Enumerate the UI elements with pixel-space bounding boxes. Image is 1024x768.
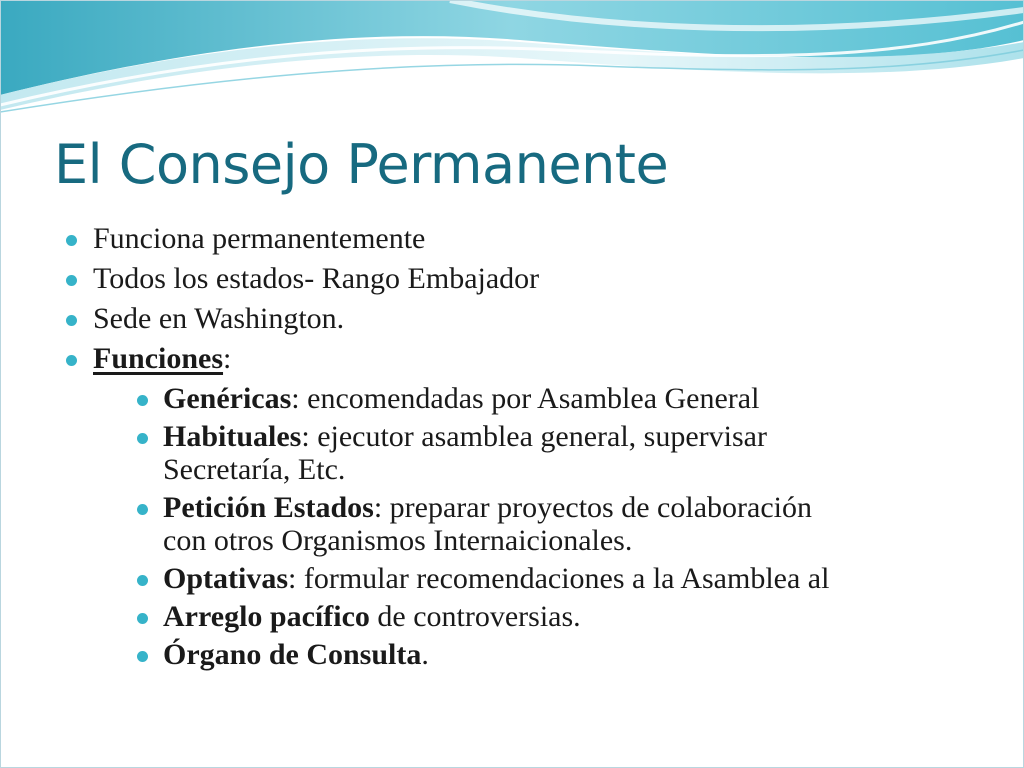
- sub-bullet-dot-icon: [137, 433, 148, 444]
- bullet-dot-icon: [66, 275, 77, 286]
- sub-bullet-dot-icon: [137, 651, 148, 662]
- bullet-item: [64, 259, 964, 299]
- bullet-text: Todos los estados- Rango Embajador: [93, 262, 540, 295]
- sub-bullet-label: Habituales: [163, 420, 302, 453]
- sub-bullet-text: .: [421, 638, 429, 671]
- sub-bullet-dot-icon: [137, 504, 148, 515]
- bullet-item-funciones: [64, 339, 964, 671]
- bullet-text: Sede en Washington.: [93, 302, 345, 335]
- sub-bullet-item: [133, 600, 964, 633]
- sub-bullet-label: Petición Estados: [163, 491, 374, 524]
- sub-bullet-text-line2: Secretaría, Etc.: [163, 453, 346, 486]
- sub-bullet-label: Optativas: [163, 562, 289, 595]
- sub-bullet-label: Genéricas: [163, 382, 292, 415]
- sub-bullet-label: Órgano de Consulta: [163, 638, 422, 671]
- bullet-text: Funciona permanentemente: [93, 222, 426, 255]
- sub-bullet-dot-icon: [137, 395, 148, 406]
- bullet-list: [64, 219, 964, 676]
- bullet-item: [64, 219, 964, 259]
- bullet-dot-icon: [66, 315, 77, 326]
- sub-bullet-item: [133, 638, 964, 671]
- bullet-dot-icon: [66, 235, 77, 246]
- sub-bullet-item: [133, 562, 964, 595]
- sub-bullet-item: [133, 382, 964, 415]
- bullet-dot-icon: [66, 355, 77, 366]
- sub-bullet-list: [93, 382, 964, 671]
- sub-bullet-dot-icon: [137, 575, 148, 586]
- sub-bullet-item: [133, 420, 964, 486]
- sub-bullet-text: de controversias.: [369, 600, 581, 633]
- sub-bullet-text: : ejecutor asamblea general, supervisar: [301, 420, 767, 453]
- sub-bullet-dot-icon: [137, 613, 148, 624]
- sub-bullet-text: : formular recomendaciones a la Asamblea al: [288, 562, 830, 595]
- sub-bullet-text: : preparar proyectos de colaboración: [373, 491, 812, 524]
- bullet-suffix: :: [223, 342, 232, 375]
- sub-bullet-text: : encomendadas por Asamblea General: [291, 382, 760, 415]
- sub-bullet-label: Arreglo pacífico: [163, 600, 370, 633]
- sub-bullet-item: [133, 491, 964, 557]
- slide-title: El Consejo Permanente: [54, 133, 669, 196]
- bullet-item: [64, 299, 964, 339]
- sub-bullet-text-line2: con otros Organismos Internaicionales.: [163, 524, 633, 557]
- wave-header-decoration: [0, 0, 1024, 120]
- bullet-bold-label: Funciones: [93, 342, 224, 375]
